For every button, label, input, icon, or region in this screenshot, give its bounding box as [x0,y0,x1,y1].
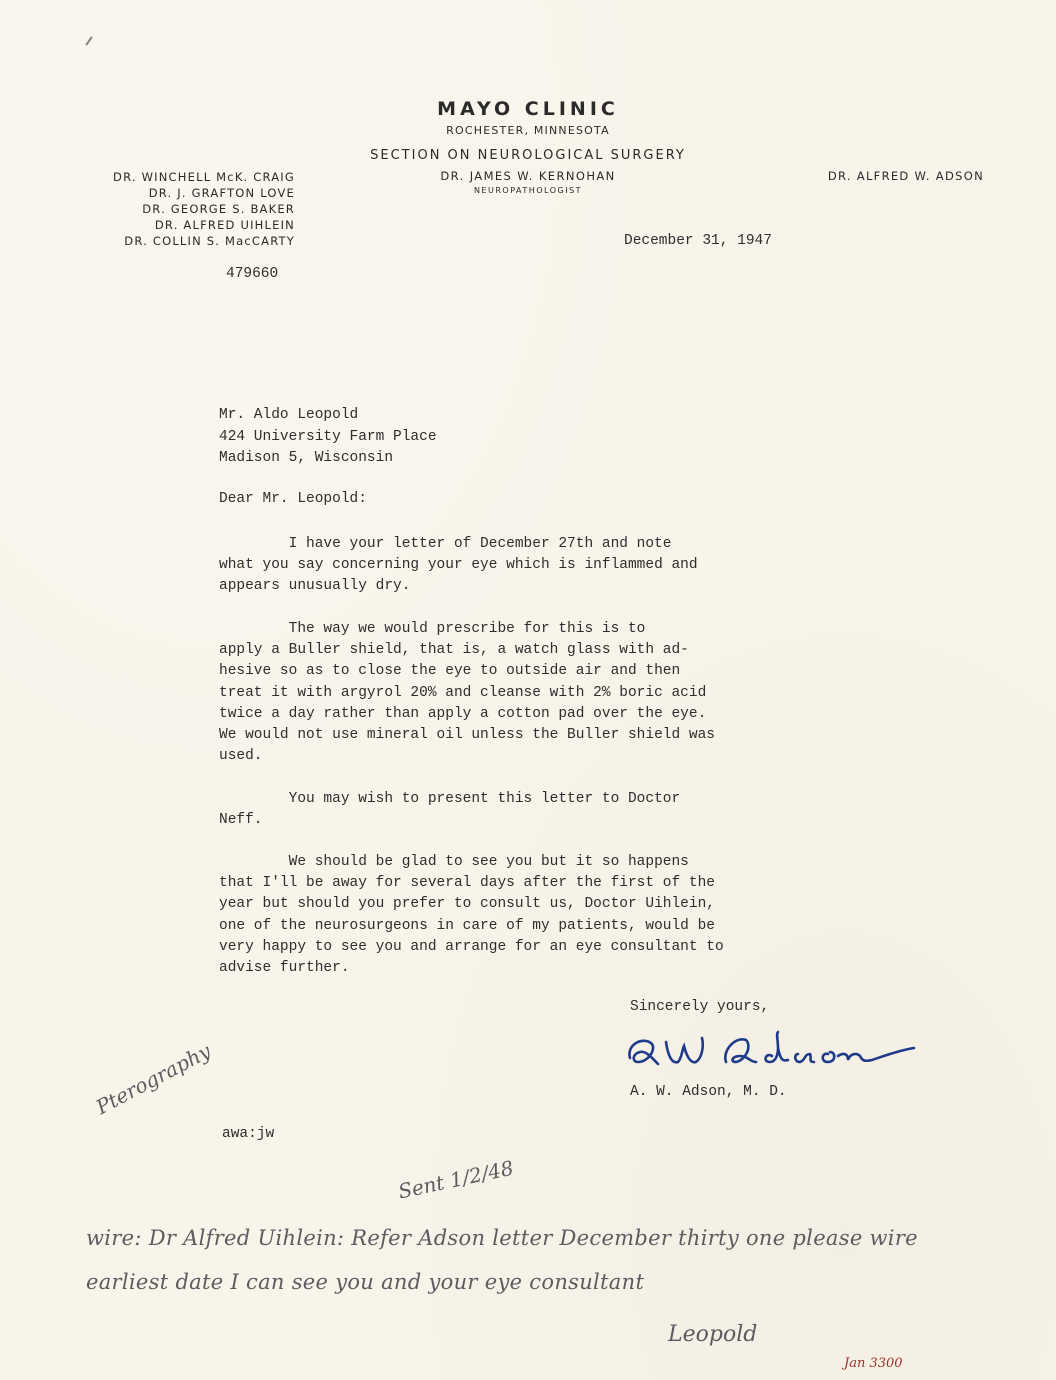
recipient-city: Madison 5, Wisconsin [219,450,394,466]
staff-member: DR. J. GRAFTON LOVE [148,186,295,200]
body-paragraph: I have your letter of December 27th and note what you say concerning your eye which is inflammed and appears unusually dry. [219,536,698,595]
handwritten-telegram-line: wire: Dr Alfred Uihlein: Refer Adson letter December thirty one please wire [86,1226,918,1250]
reference-number: 479660 [226,266,279,282]
handwritten-signature: Leopold [668,1322,758,1347]
file-stamp: Jan 3300 [844,1356,903,1371]
section-name: SECTION ON NEUROLOGICAL SURGERY [370,148,686,163]
staff-list [55,169,295,249]
signer-name: A. W. Adson, M. D. [630,1084,787,1100]
handwritten-telegram-line: earliest date I can see you and your eye consultant [86,1270,645,1294]
staff-member: DR. GEORGE S. BAKER [142,202,295,216]
typist-initials: awa:jw [222,1126,275,1142]
handwritten-margin-note: Pterography [92,1038,215,1120]
neuropathologist-role: NEUROPATHOLOGIST [473,186,583,195]
clinic-city: ROCHESTER, MINNESOTA [446,124,610,137]
signature-image [622,1020,922,1080]
handwritten-sent-note: Sent 1/2/48 [396,1155,516,1204]
staff-member: DR. COLLIN S. MacCARTY [124,234,295,248]
staff-member: DR. WINCHELL McK. CRAIG [113,170,295,184]
staff-head-name: DR. ALFRED W. ADSON [827,169,984,183]
body-paragraph: We should be glad to see you but it so happens that I'll be away for several days after the first of the year but should you prefer to consult us, Doctor Uihlein, one of the neurosurgeons in care of my patients, would be very happy to see you and arrange for an eye consultant to advise further. [219,854,724,977]
letter-date: December 31, 1947 [624,233,772,249]
salutation: Dear Mr. Leopold: [219,491,367,507]
body-paragraph: The way we would prescribe for this is to apply a Buller shield, that is, a watch glass with ad- hesive so as to close the eye to outside air and then treat it with argyrol 20% and cleanse with 2% boric acid twice a day rather than apply a cotton pad over the eye. We would not use mineral oil unless the Buller shield was used. [219,621,715,765]
body-paragraph: You may wish to present this letter to Doctor Neff. [219,791,681,829]
neuropathologist-name: DR. JAMES W. KERNOHAN [440,169,616,183]
recipient-address [219,405,437,470]
closing: Sincerely yours, [630,999,770,1015]
recipient-street: 424 University Farm Place [219,428,437,445]
staff-member: DR. ALFRED UIHLEIN [154,218,295,232]
clinic-name: MAYO CLINIC [437,98,619,120]
corner-pencil-mark [85,36,92,45]
recipient-name: Mr. Aldo Leopold [219,407,359,423]
